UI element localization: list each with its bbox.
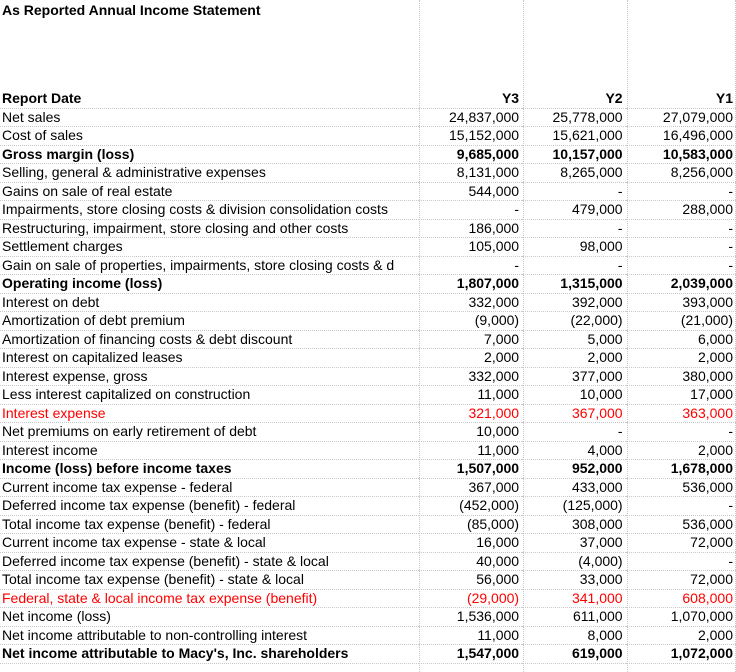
value-cell-y1[interactable]: 1,070,000	[626, 608, 736, 627]
value-cell-y3[interactable]: (85,000)	[419, 515, 523, 534]
row-label-cell[interactable]: Current income tax expense - federal	[0, 478, 419, 497]
value-cell-y2[interactable]: 308,000	[522, 515, 626, 534]
row-label-cell[interactable]: Selling, general & administrative expenses	[0, 164, 419, 183]
value-cell-y2[interactable]: (4,000)	[522, 552, 626, 571]
table-row	[0, 108, 736, 127]
value-cell-y1[interactable]: 16,496,000	[626, 127, 736, 146]
value-cell-y1[interactable]: 380,000	[626, 367, 736, 386]
row-label-cell[interactable]: Amortization of financing costs & debt discount	[0, 330, 419, 349]
value-cell-y2[interactable]: 367,000	[522, 404, 626, 423]
table-row	[0, 349, 736, 368]
table-row	[0, 293, 736, 312]
row-label-cell[interactable]: Total income tax expense (benefit) - federal	[0, 515, 419, 534]
value-cell-y3[interactable]: 321,000	[419, 404, 523, 423]
table-row	[0, 626, 736, 645]
value-cell-y1[interactable]: 536,000	[626, 515, 736, 534]
value-cell-y2[interactable]: 392,000	[522, 293, 626, 312]
table-row	[0, 238, 736, 257]
table-row	[0, 552, 736, 571]
value-cell-y1[interactable]: 393,000	[626, 293, 736, 312]
value-cell-y1[interactable]: -	[626, 423, 736, 442]
value-cell-y3[interactable]: 105,000	[419, 238, 523, 257]
row-label-cell[interactable]: Net premiums on early retirement of debt	[0, 423, 419, 442]
table-row	[0, 515, 736, 534]
row-label-cell[interactable]: Net income (loss)	[0, 608, 419, 627]
value-cell-y2[interactable]: 15,621,000	[522, 127, 626, 146]
table-row	[0, 441, 736, 460]
value-cell-y3[interactable]: 24,837,000	[419, 108, 523, 127]
value-cell-y3[interactable]: 10,000	[419, 423, 523, 442]
value-cell-y2[interactable]: 8,000	[522, 626, 626, 645]
value-cell-y3[interactable]: 11,000	[419, 441, 523, 460]
row-label-cell[interactable]: Net sales	[0, 108, 419, 127]
table-row	[0, 423, 736, 442]
value-cell-y3[interactable]: 186,000	[419, 219, 523, 238]
value-cell-y3[interactable]: -	[419, 201, 523, 220]
header-col-y3[interactable]: Y3	[419, 90, 523, 108]
table-row	[0, 608, 736, 627]
row-label-cell[interactable]: Gain on sale of properties, impairments, store closing costs & d	[0, 256, 419, 275]
value-cell-y1[interactable]: 8,256,000	[626, 164, 736, 183]
value-cell-y1[interactable]: -	[626, 552, 736, 571]
table-row	[0, 478, 736, 497]
row-label-cell[interactable]: Current income tax expense - state & local	[0, 534, 419, 553]
statement-rows	[0, 108, 736, 663]
table-row	[0, 460, 736, 479]
table-row	[0, 145, 736, 164]
value-cell-y3[interactable]: 2,000	[419, 349, 523, 368]
value-cell-y1[interactable]: 72,000	[626, 571, 736, 590]
value-cell-y2[interactable]: (22,000)	[522, 312, 626, 331]
value-cell-y3[interactable]: 40,000	[419, 552, 523, 571]
row-label-cell[interactable]: Less interest capitalized on construction	[0, 386, 419, 405]
row-label-cell[interactable]: Net income attributable to non-controlling interest	[0, 626, 419, 645]
row-label-cell[interactable]: Interest expense	[0, 404, 419, 423]
value-cell-y2[interactable]: 10,157,000	[522, 145, 626, 164]
value-cell-y2[interactable]: -	[522, 423, 626, 442]
row-label-cell[interactable]: Total income tax expense (benefit) - state & local	[0, 571, 419, 590]
value-cell-y2[interactable]: 37,000	[522, 534, 626, 553]
value-cell-y2[interactable]: 98,000	[522, 238, 626, 257]
row-label-cell[interactable]: Interest on capitalized leases	[0, 349, 419, 368]
value-cell-y2[interactable]: 5,000	[522, 330, 626, 349]
row-label-cell[interactable]: Restructuring, impairment, store closing and other costs	[0, 219, 419, 238]
value-cell-y3[interactable]: 332,000	[419, 367, 523, 386]
table-row	[0, 367, 736, 386]
row-label-cell[interactable]: Deferred income tax expense (benefit) - state & local	[0, 552, 419, 571]
row-label-cell[interactable]: Gains on sale of real estate	[0, 182, 419, 201]
row-label-cell[interactable]: Cost of sales	[0, 127, 419, 146]
value-cell-y3[interactable]: 1,807,000	[419, 275, 523, 294]
table-row	[0, 201, 736, 220]
row-label-cell[interactable]: Net income attributable to Macy's, Inc. shareholders	[0, 645, 419, 664]
header-col-y2[interactable]: Y2	[522, 90, 626, 108]
value-cell-y1[interactable]: -	[626, 256, 736, 275]
value-cell-y1[interactable]: 2,000	[626, 626, 736, 645]
value-cell-y1[interactable]: 363,000	[626, 404, 736, 423]
row-label-cell[interactable]: Interest expense, gross	[0, 367, 419, 386]
value-cell-y2[interactable]: 611,000	[522, 608, 626, 627]
value-cell-y1[interactable]: -	[626, 182, 736, 201]
value-cell-y3[interactable]: (29,000)	[419, 589, 523, 608]
table-row	[0, 330, 736, 349]
income-statement-table	[0, 90, 736, 664]
table-row	[0, 497, 736, 516]
value-cell-y2[interactable]: 433,000	[522, 478, 626, 497]
value-cell-y2[interactable]: 377,000	[522, 367, 626, 386]
value-cell-y2[interactable]: 33,000	[522, 571, 626, 590]
value-cell-y2[interactable]: -	[522, 219, 626, 238]
row-label-cell[interactable]: Operating income (loss)	[0, 275, 419, 294]
value-cell-y3[interactable]: 9,685,000	[419, 145, 523, 164]
value-cell-y2[interactable]: -	[522, 182, 626, 201]
value-cell-y3[interactable]: 1,507,000	[419, 460, 523, 479]
statement-title: As Reported Annual Income Statement	[2, 2, 261, 18]
value-cell-y3[interactable]: (9,000)	[419, 312, 523, 331]
row-label-cell[interactable]: Gross margin (loss)	[0, 145, 419, 164]
value-cell-y3[interactable]: (452,000)	[419, 497, 523, 516]
value-cell-y2[interactable]: 479,000	[522, 201, 626, 220]
value-cell-y1[interactable]: 2,039,000	[626, 275, 736, 294]
table-row	[0, 534, 736, 553]
value-cell-y1[interactable]: (21,000)	[626, 312, 736, 331]
value-cell-y1[interactable]: 1,072,000	[626, 645, 736, 664]
value-cell-y3[interactable]: 8,131,000	[419, 164, 523, 183]
value-cell-y1[interactable]: -	[626, 497, 736, 516]
table-row	[0, 386, 736, 405]
row-label-cell[interactable]: Impairments, store closing costs & division consolidation costs	[0, 201, 419, 220]
value-cell-y3[interactable]: 1,536,000	[419, 608, 523, 627]
table-row	[0, 589, 736, 608]
value-cell-y2[interactable]: 10,000	[522, 386, 626, 405]
value-cell-y2[interactable]: 619,000	[522, 645, 626, 664]
value-cell-y1[interactable]: 17,000	[626, 386, 736, 405]
row-label-cell[interactable]: Federal, state & local income tax expense (benefit)	[0, 589, 419, 608]
value-cell-y1[interactable]: -	[626, 238, 736, 257]
header-col-y1[interactable]: Y1	[626, 90, 736, 108]
row-label-cell[interactable]: Interest on debt	[0, 293, 419, 312]
value-cell-y1[interactable]: 72,000	[626, 534, 736, 553]
value-cell-y3[interactable]: 56,000	[419, 571, 523, 590]
value-cell-y1[interactable]: 6,000	[626, 330, 736, 349]
value-cell-y3[interactable]: 367,000	[419, 478, 523, 497]
table-row	[0, 127, 736, 146]
table-row	[0, 164, 736, 183]
table-row	[0, 312, 736, 331]
header-label-cell[interactable]: Report Date	[0, 90, 419, 108]
value-cell-y1[interactable]: 536,000	[626, 478, 736, 497]
table-row	[0, 571, 736, 590]
table-row	[0, 275, 736, 294]
row-label-cell[interactable]: Income (loss) before income taxes	[0, 460, 419, 479]
row-label-cell[interactable]: Interest income	[0, 441, 419, 460]
value-cell-y3[interactable]: 544,000	[419, 182, 523, 201]
table-row	[0, 182, 736, 201]
row-label-cell[interactable]: Amortization of debt premium	[0, 312, 419, 331]
value-cell-y3[interactable]: 11,000	[419, 626, 523, 645]
table-row	[0, 645, 736, 664]
table-row	[0, 404, 736, 423]
value-cell-y1[interactable]: 10,583,000	[626, 145, 736, 164]
header-row	[0, 90, 736, 108]
value-cell-y2[interactable]: 2,000	[522, 349, 626, 368]
value-cell-y3[interactable]: 16,000	[419, 534, 523, 553]
value-cell-y1[interactable]: 608,000	[626, 589, 736, 608]
row-label-cell[interactable]: Settlement charges	[0, 238, 419, 257]
value-cell-y2[interactable]: (125,000)	[522, 497, 626, 516]
row-label-cell[interactable]: Deferred income tax expense (benefit) - federal	[0, 497, 419, 516]
value-cell-y2[interactable]: -	[522, 256, 626, 275]
value-cell-y1[interactable]: -	[626, 219, 736, 238]
value-cell-y1[interactable]: 27,079,000	[626, 108, 736, 127]
value-cell-y3[interactable]: 7,000	[419, 330, 523, 349]
value-cell-y2[interactable]: 952,000	[522, 460, 626, 479]
value-cell-y3[interactable]: -	[419, 256, 523, 275]
value-cell-y2[interactable]: 25,778,000	[522, 108, 626, 127]
value-cell-y3[interactable]: 15,152,000	[419, 127, 523, 146]
value-cell-y1[interactable]: 1,678,000	[626, 460, 736, 479]
value-cell-y2[interactable]: 1,315,000	[522, 275, 626, 294]
value-cell-y1[interactable]: 2,000	[626, 349, 736, 368]
table-row	[0, 219, 736, 238]
value-cell-y3[interactable]: 332,000	[419, 293, 523, 312]
value-cell-y2[interactable]: 341,000	[522, 589, 626, 608]
value-cell-y1[interactable]: 2,000	[626, 441, 736, 460]
value-cell-y3[interactable]: 1,547,000	[419, 645, 523, 664]
value-cell-y2[interactable]: 8,265,000	[522, 164, 626, 183]
value-cell-y1[interactable]: 288,000	[626, 201, 736, 220]
value-cell-y3[interactable]: 11,000	[419, 386, 523, 405]
value-cell-y2[interactable]: 4,000	[522, 441, 626, 460]
table-row	[0, 256, 736, 275]
